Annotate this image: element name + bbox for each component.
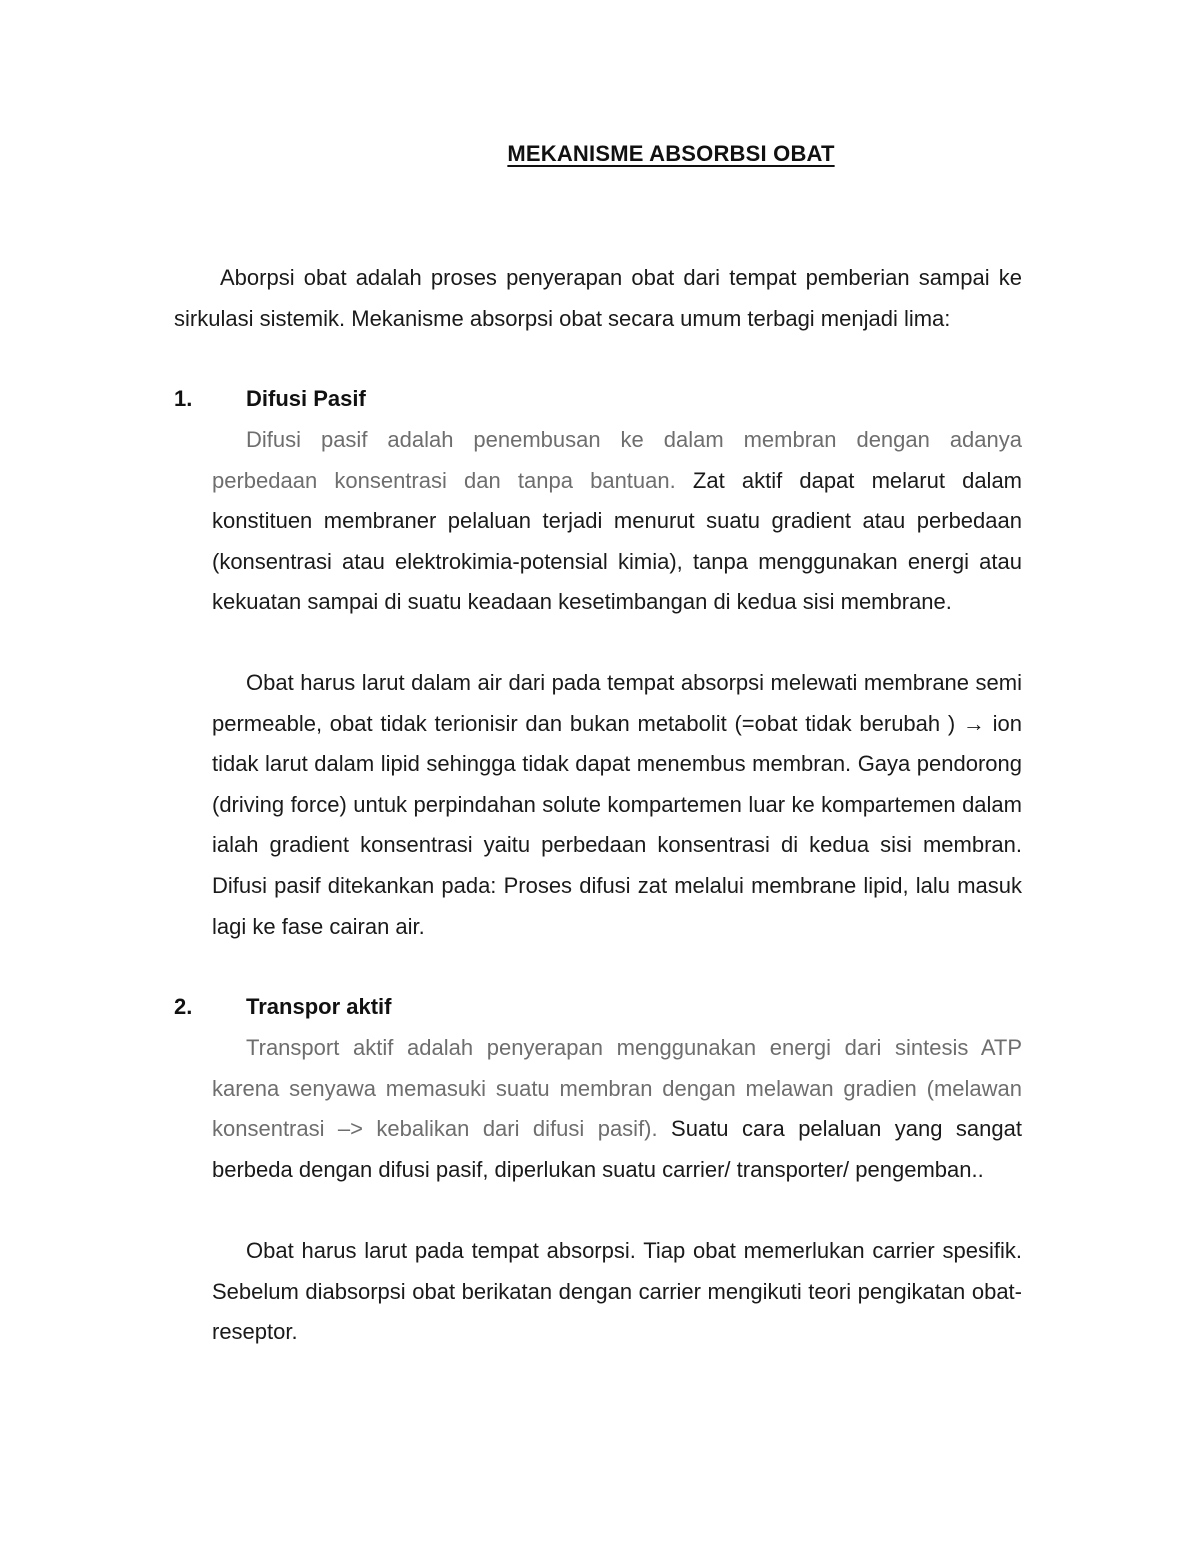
- section-1-paragraph-1: [212, 420, 1022, 623]
- paragraph-body: Zat aktif dapat melarut dalam konstituen membraner pelaluan terjadi menurut suatu gradient atau perbedaan (konsentrasi atau elektrokimia-potensial kimia), tanpa menggunakan energi atau kekuatan sampai di suatu keadaan kesetimbangan di kedua sisi membrane.: [212, 467, 1023, 615]
- paragraph-body: Suatu cara pelaluan yang sangat berbeda dengan difusi pasif, diperlukan suatu carrier/ transporter/ pengemban..: [212, 1116, 1022, 1182]
- paragraph-body: Obat harus larut pada tempat absorpsi. Tiap obat memerlukan carrier spesifik. Sebelum diabsorpsi obat berikatan dengan carrier mengikuti teori pengikatan obat-reseptor.: [212, 1238, 1022, 1345]
- section-1-paragraph-2: [212, 663, 1022, 947]
- section-2-paragraph-1: [212, 1028, 1022, 1190]
- section-title: Difusi Pasif: [246, 386, 366, 411]
- section-heading-difusi-pasif: [174, 379, 574, 419]
- document-title: MEKANISME ABSORBSI OBAT: [507, 141, 835, 166]
- paragraph-lead: Difusi pasif adalah penembusan ke dalam membran dengan adanya perbedaan konsentrasi dan tanpa bantuan.: [212, 427, 1022, 493]
- section-number: 2.: [174, 994, 193, 1019]
- paragraph-body: Obat harus larut dalam air dari pada tempat absorpsi melewati membrane semi permeable, obat tidak terionisir dan bukan metabolit (=obat tidak berubah ) → ion tidak larut dalam lipid sehingga tidak dapat menembus membran. Gaya pendorong (driving force) untuk perpindahan solute kompartemen luar ke kompartemen dalam ialah gradient konsentrasi yaitu perbedaan konsentrasi di kedua sisi membran. Difusi pasif ditekankan pada: Proses difusi zat melalui membrane lipid, lalu masuk lagi ke fase cairan air.: [212, 670, 1022, 939]
- intro-paragraph: Aborpsi obat adalah proses penyerapan obat dari tempat pemberian sampai ke sirkulasi sistemik. Mekanisme absorpsi obat secara umum terbagi menjadi lima:: [174, 265, 1022, 331]
- section-title: Transpor aktif: [246, 994, 392, 1019]
- paragraph-lead: Transport aktif adalah penyerapan menggunakan energi dari sintesis ATP karena senyawa memasuki suatu membran dengan melawan gradien (melawan konsentrasi –> kebalikan dari difusi pasif).: [212, 1035, 1022, 1142]
- section-2-paragraph-2: [212, 1231, 1022, 1353]
- section-heading-transpor-aktif: [174, 987, 574, 1027]
- section-number: 1.: [174, 386, 193, 411]
